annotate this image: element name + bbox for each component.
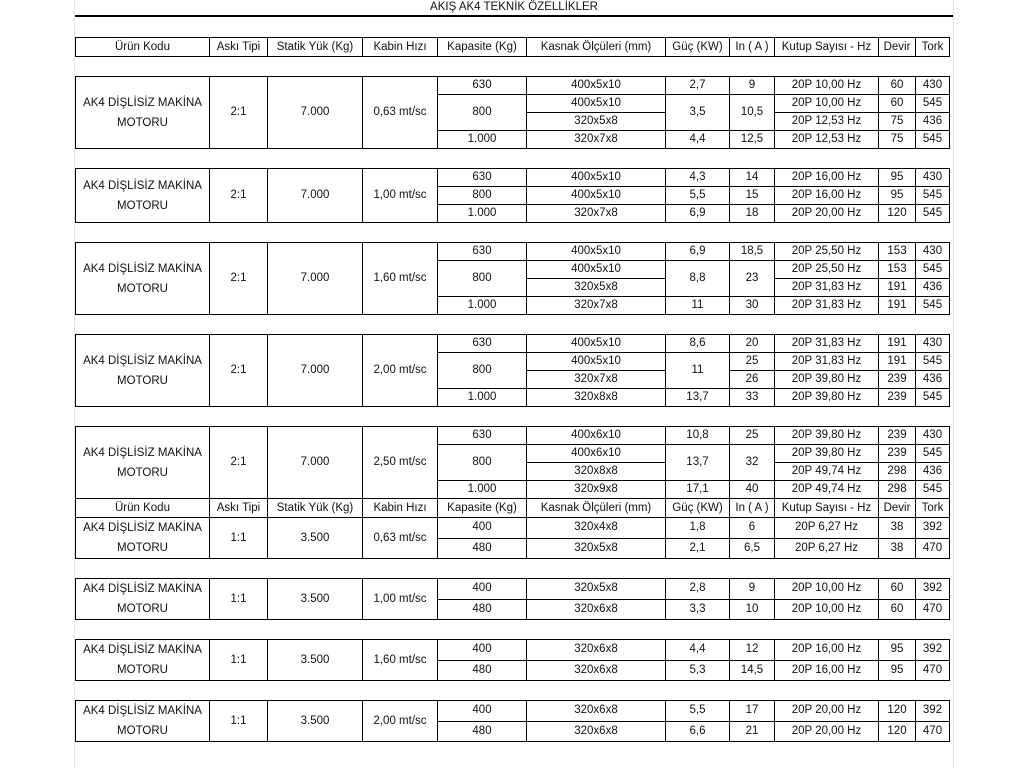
table-row <box>76 518 950 539</box>
sheet-gridline <box>953 0 954 768</box>
poles-hz-cell: 20P 16,00 Hz <box>775 640 879 661</box>
pulley-cell: 320x4x8 <box>527 518 666 539</box>
cabin-speed-cell: 1,60 mt/sc <box>363 243 438 315</box>
product-code-cell: AK4 DİŞLİSİZ MAKİNA MOTORU <box>76 579 210 620</box>
pulley-cell: 400x5x10 <box>527 77 666 95</box>
static-load-cell: 3.500 <box>268 518 363 559</box>
rpm-cell: 191 <box>879 353 916 371</box>
pulley-cell: 320x6x8 <box>527 701 666 722</box>
pulley-cell: 320x7x8 <box>527 371 666 389</box>
rpm-cell: 153 <box>879 261 916 279</box>
spacer-row <box>76 681 950 701</box>
current-cell: 18 <box>730 205 775 223</box>
rpm-cell: 191 <box>879 335 916 353</box>
header-rpm: Devir <box>879 38 916 57</box>
pulley-cell: 400x5x10 <box>527 335 666 353</box>
pulley-cell: 320x7x8 <box>527 297 666 315</box>
capacity-cell: 480 <box>438 538 527 559</box>
header-suspension: Askı Tipi <box>210 499 268 518</box>
torque-cell: 392 <box>916 640 950 661</box>
cabin-speed-cell: 0,63 mt/sc <box>363 518 438 559</box>
power-cell: 10,8 <box>666 427 730 445</box>
power-cell: 13,7 <box>666 445 730 481</box>
pulley-cell: 320x5x8 <box>527 279 666 297</box>
capacity-cell: 400 <box>438 640 527 661</box>
header-current: In ( A ) <box>730 499 775 518</box>
pulley-cell: 400x5x10 <box>527 261 666 279</box>
capacity-cell: 1.000 <box>438 389 527 407</box>
header-pulley: Kasnak Ölçüleri (mm) <box>527 499 666 518</box>
suspension-cell: 1:1 <box>210 640 268 681</box>
capacity-cell: 1.000 <box>438 481 527 499</box>
pulley-cell: 320x9x8 <box>527 481 666 499</box>
product-code-cell: AK4 DİŞLİSİZ MAKİNA MOTORU <box>76 243 210 315</box>
product-code-cell: AK4 DİŞLİSİZ MAKİNA MOTORU <box>76 169 210 223</box>
header-cabin-speed: Kabin Hızı <box>363 499 438 518</box>
product-code-cell: AK4 DİŞLİSİZ MAKİNA MOTORU <box>76 427 210 499</box>
spacer-row <box>76 559 950 579</box>
torque-cell: 470 <box>916 660 950 681</box>
spacer-cell <box>76 223 950 243</box>
cabin-speed-cell: 1,60 mt/sc <box>363 640 438 681</box>
rpm-cell: 120 <box>879 701 916 722</box>
power-cell: 2,1 <box>666 538 730 559</box>
suspension-cell: 2:1 <box>210 169 268 223</box>
capacity-cell: 800 <box>438 261 527 297</box>
capacity-cell: 630 <box>438 427 527 445</box>
rpm-cell: 191 <box>879 279 916 297</box>
torque-cell: 545 <box>916 353 950 371</box>
capacity-cell: 1.000 <box>438 131 527 149</box>
header-suspension: Askı Tipi <box>210 38 268 57</box>
static-load-cell: 7.000 <box>268 335 363 407</box>
suspension-cell: 1:1 <box>210 518 268 559</box>
power-cell: 4,4 <box>666 640 730 661</box>
table-row <box>76 77 950 95</box>
pulley-cell: 320x6x8 <box>527 660 666 681</box>
current-cell: 17 <box>730 701 775 722</box>
current-cell: 32 <box>730 445 775 481</box>
power-cell: 17,1 <box>666 481 730 499</box>
torque-cell: 545 <box>916 205 950 223</box>
pulley-cell: 320x8x8 <box>527 463 666 481</box>
power-cell: 3,3 <box>666 599 730 620</box>
title-underline <box>75 15 953 17</box>
table-row <box>76 169 950 187</box>
power-cell: 4,3 <box>666 169 730 187</box>
poles-hz-cell: 20P 10,00 Hz <box>775 599 879 620</box>
capacity-cell: 800 <box>438 445 527 481</box>
spacer-cell <box>76 620 950 640</box>
spacer-cell <box>76 149 950 169</box>
torque-cell: 430 <box>916 427 950 445</box>
header-torque: Tork <box>916 38 950 57</box>
capacity-cell: 480 <box>438 599 527 620</box>
rpm-cell: 239 <box>879 371 916 389</box>
capacity-cell: 400 <box>438 701 527 722</box>
current-cell: 6,5 <box>730 538 775 559</box>
pulley-cell: 320x7x8 <box>527 131 666 149</box>
torque-cell: 430 <box>916 77 950 95</box>
poles-hz-cell: 20P 10,00 Hz <box>775 77 879 95</box>
power-cell: 4,4 <box>666 131 730 149</box>
rpm-cell: 191 <box>879 297 916 315</box>
poles-hz-cell: 20P 12,53 Hz <box>775 113 879 131</box>
pulley-cell: 400x5x10 <box>527 187 666 205</box>
header-current: In ( A ) <box>730 38 775 57</box>
poles-hz-cell: 20P 20,00 Hz <box>775 721 879 742</box>
header-row <box>76 499 950 518</box>
capacity-cell: 800 <box>438 187 527 205</box>
current-cell: 40 <box>730 481 775 499</box>
spacer-cell <box>76 57 950 77</box>
rpm-cell: 95 <box>879 187 916 205</box>
pulley-cell: 320x6x8 <box>527 721 666 742</box>
poles-hz-cell: 20P 20,00 Hz <box>775 205 879 223</box>
rpm-cell: 95 <box>879 640 916 661</box>
poles-hz-cell: 20P 12,53 Hz <box>775 131 879 149</box>
rpm-cell: 75 <box>879 131 916 149</box>
power-cell: 5,5 <box>666 187 730 205</box>
poles-hz-cell: 20P 16,00 Hz <box>775 169 879 187</box>
header-poles: Kutup Sayısı - Hz <box>775 38 879 57</box>
header-poles: Kutup Sayısı - Hz <box>775 499 879 518</box>
torque-cell: 392 <box>916 518 950 539</box>
pulley-cell: 320x5x8 <box>527 113 666 131</box>
spacer-row <box>76 223 950 243</box>
current-cell: 23 <box>730 261 775 297</box>
current-cell: 12 <box>730 640 775 661</box>
header-static-load: Statik Yük (Kg) <box>268 499 363 518</box>
poles-hz-cell: 20P 39,80 Hz <box>775 445 879 463</box>
header-torque: Tork <box>916 499 950 518</box>
pulley-cell: 320x6x8 <box>527 640 666 661</box>
capacity-cell: 400 <box>438 518 527 539</box>
power-cell: 5,5 <box>666 701 730 722</box>
poles-hz-cell: 20P 6,27 Hz <box>775 538 879 559</box>
pulley-cell: 400x6x10 <box>527 445 666 463</box>
suspension-cell: 2:1 <box>210 243 268 315</box>
torque-cell: 470 <box>916 721 950 742</box>
capacity-cell: 1.000 <box>438 297 527 315</box>
torque-cell: 392 <box>916 701 950 722</box>
spacer-row <box>76 315 950 335</box>
cabin-speed-cell: 0,63 mt/sc <box>363 77 438 149</box>
current-cell: 10 <box>730 599 775 620</box>
power-cell: 13,7 <box>666 389 730 407</box>
torque-cell: 545 <box>916 187 950 205</box>
power-cell: 2,8 <box>666 579 730 600</box>
suspension-cell: 1:1 <box>210 579 268 620</box>
poles-hz-cell: 20P 16,00 Hz <box>775 187 879 205</box>
current-cell: 9 <box>730 579 775 600</box>
header-power: Güç (KW) <box>666 38 730 57</box>
table-row <box>76 427 950 445</box>
cabin-speed-cell: 1,00 mt/sc <box>363 579 438 620</box>
torque-cell: 545 <box>916 481 950 499</box>
current-cell: 25 <box>730 353 775 371</box>
poles-hz-cell: 20P 39,80 Hz <box>775 389 879 407</box>
current-cell: 25 <box>730 427 775 445</box>
power-cell: 6,9 <box>666 205 730 223</box>
pulley-cell: 400x5x10 <box>527 353 666 371</box>
capacity-cell: 400 <box>438 579 527 600</box>
pulley-cell: 320x7x8 <box>527 205 666 223</box>
suspension-cell: 2:1 <box>210 77 268 149</box>
static-load-cell: 3.500 <box>268 640 363 681</box>
current-cell: 9 <box>730 77 775 95</box>
spacer-row <box>76 57 950 77</box>
torque-cell: 545 <box>916 389 950 407</box>
torque-cell: 545 <box>916 261 950 279</box>
poles-hz-cell: 20P 31,83 Hz <box>775 353 879 371</box>
cabin-speed-cell: 1,00 mt/sc <box>363 169 438 223</box>
power-cell: 5,3 <box>666 660 730 681</box>
capacity-cell: 630 <box>438 335 527 353</box>
rpm-cell: 120 <box>879 205 916 223</box>
poles-hz-cell: 20P 25,50 Hz <box>775 243 879 261</box>
rpm-cell: 95 <box>879 660 916 681</box>
current-cell: 26 <box>730 371 775 389</box>
power-cell: 8,8 <box>666 261 730 297</box>
rpm-cell: 38 <box>879 538 916 559</box>
torque-cell: 430 <box>916 243 950 261</box>
rpm-cell: 75 <box>879 113 916 131</box>
poles-hz-cell: 20P 49,74 Hz <box>775 463 879 481</box>
torque-cell: 430 <box>916 169 950 187</box>
torque-cell: 470 <box>916 538 950 559</box>
rpm-cell: 298 <box>879 463 916 481</box>
poles-hz-cell: 20P 16,00 Hz <box>775 660 879 681</box>
header-product-code: Ürün Kodu <box>76 38 210 57</box>
header-pulley: Kasnak Ölçüleri (mm) <box>527 38 666 57</box>
cabin-speed-cell: 2,50 mt/sc <box>363 427 438 499</box>
power-cell: 6,6 <box>666 721 730 742</box>
static-load-cell: 7.000 <box>268 427 363 499</box>
current-cell: 6 <box>730 518 775 539</box>
pulley-cell: 400x5x10 <box>527 243 666 261</box>
poles-hz-cell: 20P 25,50 Hz <box>775 261 879 279</box>
power-cell: 8,6 <box>666 335 730 353</box>
pulley-cell: 400x6x10 <box>527 427 666 445</box>
suspension-cell: 2:1 <box>210 335 268 407</box>
current-cell: 14 <box>730 169 775 187</box>
static-load-cell: 3.500 <box>268 701 363 742</box>
spacer-cell <box>76 681 950 701</box>
poles-hz-cell: 20P 49,74 Hz <box>775 481 879 499</box>
header-capacity: Kapasite (Kg) <box>438 38 527 57</box>
table-row <box>76 640 950 661</box>
current-cell: 12,5 <box>730 131 775 149</box>
header-row <box>76 38 950 57</box>
spacer-cell <box>76 315 950 335</box>
current-cell: 33 <box>730 389 775 407</box>
torque-cell: 545 <box>916 297 950 315</box>
torque-cell: 545 <box>916 131 950 149</box>
torque-cell: 545 <box>916 445 950 463</box>
rpm-cell: 60 <box>879 95 916 113</box>
capacity-cell: 1.000 <box>438 205 527 223</box>
table-row <box>76 335 950 353</box>
header-product-code: Ürün Kodu <box>76 499 210 518</box>
capacity-cell: 630 <box>438 169 527 187</box>
header-power: Güç (KW) <box>666 499 730 518</box>
rpm-cell: 95 <box>879 169 916 187</box>
static-load-cell: 7.000 <box>268 77 363 149</box>
pulley-cell: 320x8x8 <box>527 389 666 407</box>
spacer-row <box>76 149 950 169</box>
static-load-cell: 3.500 <box>268 579 363 620</box>
static-load-cell: 7.000 <box>268 243 363 315</box>
poles-hz-cell: 20P 39,80 Hz <box>775 427 879 445</box>
torque-cell: 392 <box>916 579 950 600</box>
rpm-cell: 60 <box>879 599 916 620</box>
pulley-cell: 400x5x10 <box>527 169 666 187</box>
capacity-cell: 480 <box>438 660 527 681</box>
poles-hz-cell: 20P 6,27 Hz <box>775 518 879 539</box>
capacity-cell: 800 <box>438 95 527 131</box>
header-static-load: Statik Yük (Kg) <box>268 38 363 57</box>
current-cell: 10,5 <box>730 95 775 131</box>
capacity-cell: 630 <box>438 243 527 261</box>
capacity-cell: 630 <box>438 77 527 95</box>
poles-hz-cell: 20P 10,00 Hz <box>775 95 879 113</box>
table-row <box>76 243 950 261</box>
torque-cell: 436 <box>916 279 950 297</box>
table-row <box>76 579 950 600</box>
spacer-cell <box>76 407 950 427</box>
spec-table <box>75 37 950 742</box>
spacer-row <box>76 620 950 640</box>
current-cell: 14,5 <box>730 660 775 681</box>
rpm-cell: 239 <box>879 445 916 463</box>
torque-cell: 545 <box>916 95 950 113</box>
current-cell: 18,5 <box>730 243 775 261</box>
poles-hz-cell: 20P 31,83 Hz <box>775 279 879 297</box>
rpm-cell: 120 <box>879 721 916 742</box>
power-cell: 1,8 <box>666 518 730 539</box>
current-cell: 21 <box>730 721 775 742</box>
capacity-cell: 480 <box>438 721 527 742</box>
rpm-cell: 239 <box>879 427 916 445</box>
poles-hz-cell: 20P 20,00 Hz <box>775 701 879 722</box>
current-cell: 15 <box>730 187 775 205</box>
pulley-cell: 320x5x8 <box>527 579 666 600</box>
spacer-cell <box>76 559 950 579</box>
static-load-cell: 7.000 <box>268 169 363 223</box>
power-cell: 11 <box>666 297 730 315</box>
current-cell: 20 <box>730 335 775 353</box>
product-code-cell: AK4 DİŞLİSİZ MAKİNA MOTORU <box>76 640 210 681</box>
power-cell: 2,7 <box>666 77 730 95</box>
poles-hz-cell: 20P 31,83 Hz <box>775 297 879 315</box>
product-code-cell: AK4 DİŞLİSİZ MAKİNA MOTORU <box>76 701 210 742</box>
rpm-cell: 298 <box>879 481 916 499</box>
spacer-row <box>76 407 950 427</box>
torque-cell: 470 <box>916 599 950 620</box>
torque-cell: 436 <box>916 463 950 481</box>
power-cell: 3,5 <box>666 95 730 131</box>
rpm-cell: 239 <box>879 389 916 407</box>
product-code-cell: AK4 DİŞLİSİZ MAKİNA MOTORU <box>76 335 210 407</box>
rpm-cell: 153 <box>879 243 916 261</box>
header-cabin-speed: Kabin Hızı <box>363 38 438 57</box>
rpm-cell: 60 <box>879 579 916 600</box>
rpm-cell: 38 <box>879 518 916 539</box>
header-capacity: Kapasite (Kg) <box>438 499 527 518</box>
header-rpm: Devir <box>879 499 916 518</box>
power-cell: 6,9 <box>666 243 730 261</box>
suspension-cell: 2:1 <box>210 427 268 499</box>
torque-cell: 436 <box>916 371 950 389</box>
power-cell: 11 <box>666 353 730 389</box>
torque-cell: 436 <box>916 113 950 131</box>
pulley-cell: 400x5x10 <box>527 95 666 113</box>
poles-hz-cell: 20P 10,00 Hz <box>775 579 879 600</box>
capacity-cell: 800 <box>438 353 527 389</box>
cabin-speed-cell: 2,00 mt/sc <box>363 335 438 407</box>
product-code-cell: AK4 DİŞLİSİZ MAKİNA MOTORU <box>76 77 210 149</box>
poles-hz-cell: 20P 31,83 Hz <box>775 335 879 353</box>
rpm-cell: 60 <box>879 77 916 95</box>
product-code-cell: AK4 DİŞLİSİZ MAKİNA MOTORU <box>76 518 210 559</box>
pulley-cell: 320x5x8 <box>527 538 666 559</box>
table-row <box>76 701 950 722</box>
cabin-speed-cell: 2,00 mt/sc <box>363 701 438 742</box>
poles-hz-cell: 20P 39,80 Hz <box>775 371 879 389</box>
pulley-cell: 320x6x8 <box>527 599 666 620</box>
page-title: AKIŞ AK4 TEKNİK ÖZELLİKLER <box>430 1 598 13</box>
torque-cell: 430 <box>916 335 950 353</box>
suspension-cell: 1:1 <box>210 701 268 742</box>
current-cell: 30 <box>730 297 775 315</box>
